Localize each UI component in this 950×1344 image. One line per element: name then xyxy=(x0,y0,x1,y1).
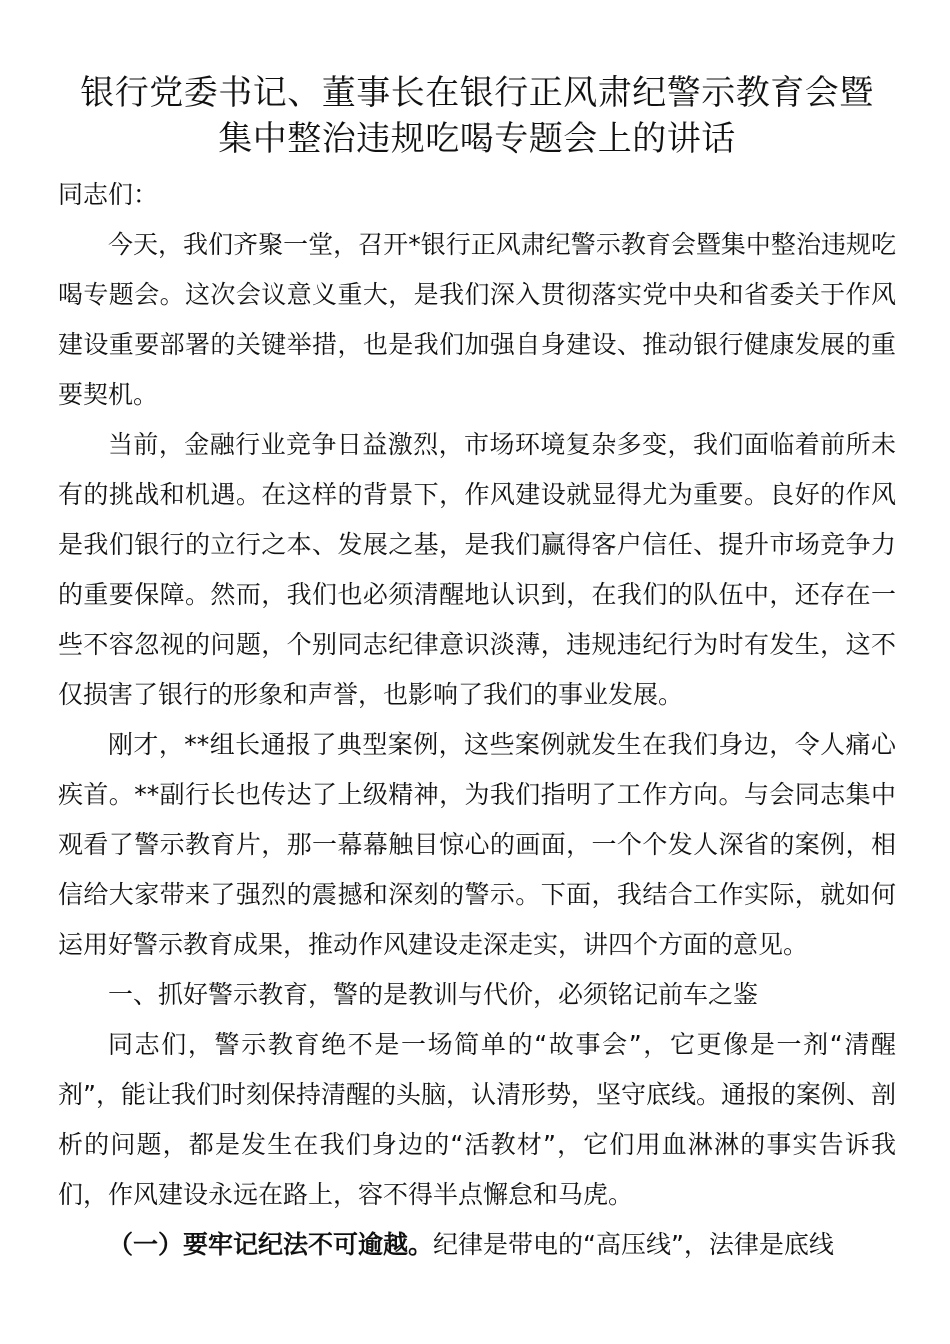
title-line-2: 集中整治违规吃喝专题会上的讲话 xyxy=(218,119,736,159)
document-title xyxy=(58,70,896,162)
sub-heading-1 xyxy=(58,1220,896,1270)
document-page xyxy=(58,70,896,1270)
salutation: 同志们： xyxy=(58,180,159,209)
paragraph-1: 今天，我们齐聚一堂，召开*银行正风肃纪警示教育会暨集中整治违规吃喝专题会。这次会议意义重大，是我们深入贯彻落实党中央和省委关于作风建设重要部署的关键举措，也是我们加强自身建设、推动银行健康发展的重要契机。 xyxy=(58,230,896,409)
sub-heading-1-text: 纪律是带电的“高压线”，法律是底线 xyxy=(433,1230,834,1259)
section-heading-1: 一、抓好警示教育，警的是教训与代价，必须铭记前车之鉴 xyxy=(108,980,759,1009)
paragraph-4: 同志们，警示教育绝不是一场简单的“故事会”，它更像是一剂“清醒剂”，能让我们时刻保持清醒的头脑，认清形势，坚守底线。通报的案例、剖析的问题，都是发生在我们身边的“活教材”，它们用血淋淋的事实告诉我们，作风建设永远在路上，容不得半点懈怠和马虎。 xyxy=(58,1030,896,1209)
title-line-1: 银行党委书记、董事长在银行正风肃纪警示教育会暨 xyxy=(80,73,874,113)
sub-heading-1-bold: （一）要牢记纪法不可逾越。 xyxy=(108,1230,434,1259)
paragraph-3: 刚才，**组长通报了典型案例，这些案例就发生在我们身边，令人痛心疾首。**副行长也传达了上级精神，为我们指明了工作方向。与会同志集中观看了警示教育片，那一幕幕触目惊心的画面，一个个发人深省的案例，相信给大家带来了强烈的震撼和深刻的警示。下面，我结合工作实际，就如何运用好警示教育成果，推动作风建设走深走实，讲四个方面的意见。 xyxy=(58,730,896,959)
paragraph-2: 当前，金融行业竞争日益激烈，市场环境复杂多变，我们面临着前所未有的挑战和机遇。在这样的背景下，作风建设就显得尤为重要。良好的作风是我们银行的立行之本、发展之基，是我们赢得客户信任、提升市场竞争力的重要保障。然而，我们也必须清醒地认识到，在我们的队伍中，还存在一些不容忽视的问题，个别同志纪律意识淡薄，违规违纪行为时有发生，这不仅损害了银行的形象和声誉，也影响了我们的事业发展。 xyxy=(58,430,896,709)
